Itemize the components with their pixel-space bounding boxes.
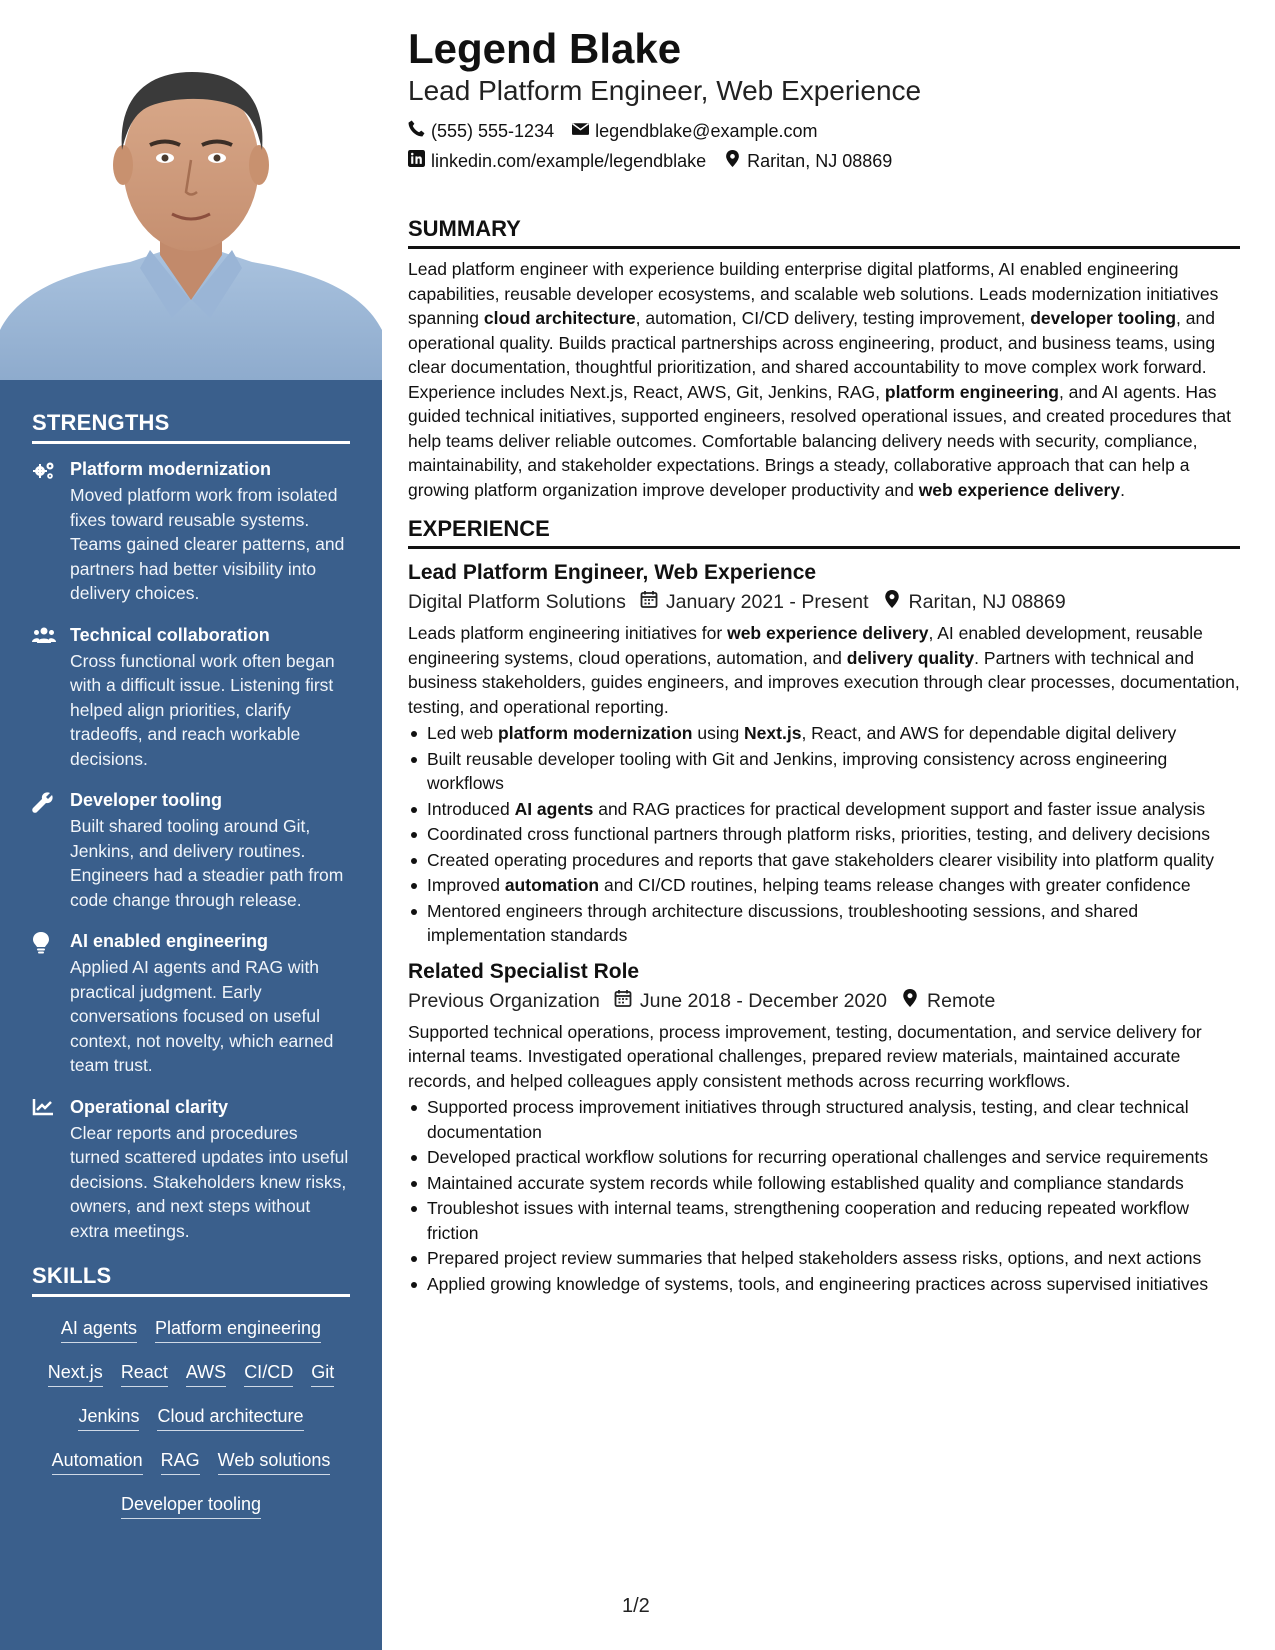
calendar-icon [640, 587, 658, 617]
bullet-item [408, 899, 1240, 948]
map-pin-icon [901, 986, 919, 1016]
skill-tag: Platform engineering [155, 1317, 321, 1343]
text-run: and CI/CD routines, helping teams release changes with greater confidence [599, 875, 1191, 895]
strength-item [32, 930, 350, 1078]
strength-description: Cross functional work often began with a difficult issue. Listening first helped align priorities, clarify tradeoffs, and reach workable decisions. [70, 650, 335, 769]
text-run: Mentored engineers through architecture discussions, troubleshooting sessions, and shared implementation standards [427, 900, 1139, 945]
text-run: Supported technical operations, process improvement, testing, documentation, and service delivery for internal teams. Investigated operational challenges, prepared review materials, maintained accurate records, and helped colleagues apply consistent methods across recurring workflows. [408, 1021, 1202, 1091]
bullet-item [408, 822, 1240, 847]
text-run: , automation, CI/CD delivery, testing improvement, [635, 308, 1031, 328]
skill-tag: Next.js [48, 1361, 103, 1387]
skill-tag: Git [311, 1361, 334, 1387]
skill-tag: AWS [186, 1361, 226, 1387]
text-run: Prepared project review summaries that helped stakeholders assess risks, options, and next actions [427, 1248, 1202, 1268]
bold-text: platform engineering [884, 381, 1059, 402]
contact-row [408, 116, 1240, 146]
summary-text [408, 257, 1240, 502]
strength-title: Platform modernization [70, 459, 272, 479]
chart-line-icon [32, 1096, 70, 1244]
bullet-item [408, 1272, 1240, 1297]
bold-text: cloud architecture [483, 308, 636, 328]
text-run: and RAG practices for practical development support and faster issue analysis [593, 798, 1206, 819]
job-entry [408, 559, 1240, 948]
text-run: using [692, 723, 745, 743]
job-title: Related Specialist Role [408, 959, 640, 983]
strength-item [32, 458, 350, 606]
bold-text: delivery quality [846, 647, 975, 668]
phone-icon [408, 116, 425, 146]
bullet-item [408, 721, 1240, 746]
job-entry [408, 958, 1240, 1297]
skill-tag: Jenkins [78, 1405, 139, 1431]
email-contact[interactable] [572, 116, 817, 146]
experience-list [408, 559, 1240, 1296]
linkedin-icon [408, 146, 425, 176]
strength-description: Built shared tooling around Git, Jenkins, and delivery routines. Engineers had a steadier path from code change through release. [70, 816, 344, 910]
job-dates-text: June 2018 - December 2020 [639, 989, 888, 1012]
job-meta [408, 587, 1240, 617]
sidebar [0, 0, 382, 1650]
bullet-item [408, 1171, 1240, 1196]
bold-text: Next.js [744, 723, 802, 743]
bold-text: platform modernization [498, 723, 693, 743]
skills-list [32, 1311, 350, 1519]
strength-item [32, 1096, 350, 1244]
text-run: Maintained accurate system records while following established quality and compliance standards [427, 1172, 1184, 1193]
strength-title: Technical collaboration [70, 624, 270, 645]
skill-tag: CI/CD [244, 1361, 293, 1387]
text-run: Improved [427, 875, 505, 895]
candidate-role: Lead Platform Engineer, Web Experience [408, 75, 922, 106]
map-pin-icon [724, 146, 741, 176]
calendar-icon [614, 986, 632, 1016]
job-dates [640, 587, 869, 617]
bullet-item [408, 873, 1240, 898]
bullet-item [408, 1145, 1240, 1170]
phone-text: (555) 555-1234 [431, 121, 555, 141]
candidate-name: Legend Blake [408, 25, 682, 72]
main-content [408, 24, 1240, 1297]
skill-tag: RAG [161, 1449, 200, 1475]
text-run: Leads platform engineering initiatives for [408, 623, 728, 643]
profile-photo [0, 0, 382, 380]
job-dates-text: January 2021 - Present [665, 591, 869, 613]
job-location [883, 587, 1066, 617]
text-run: Supported process improvement initiatives through structured analysis, testing, and clear technical documentation [427, 1097, 1189, 1142]
bullet-item [408, 1095, 1240, 1144]
text-run: Coordinated cross functional partners through platform risks, priorities, testing, and delivery decisions [427, 824, 1211, 844]
job-meta [408, 986, 1240, 1016]
job-location [901, 986, 995, 1016]
linkedin-text[interactable]: linkedin.com/example/legendblake [431, 151, 707, 171]
text-run: , React, and AWS for dependable digital delivery [801, 723, 1177, 743]
bold-text: AI agents [514, 798, 594, 819]
skill-tag: React [121, 1361, 168, 1387]
text-run: , and operational quality. Builds practical partnerships across engineering, product, and business teams, using clear documentation, thoughtful prioritization, and shared accountability to move complex work forward. Experience includes Next.js, React, AWS, Git, Jenkins, RAG, [408, 308, 1216, 402]
location-contact [724, 146, 892, 176]
text-run: Built reusable developer tooling with Git and Jenkins, improving consistency across engineering workflows [427, 748, 1168, 793]
summary-heading: SUMMARY [408, 216, 1240, 249]
strength-description: Moved platform work from isolated fixes toward reusable systems. Teams gained clearer patterns, and partners had better visibility into delivery choices. [70, 485, 345, 603]
envelope-icon [572, 116, 589, 146]
text-run: Troubleshot issues with internal teams, strengthening cooperation and reducing repeated workflow friction [427, 1198, 1190, 1243]
job-title: Lead Platform Engineer, Web Experience [408, 561, 817, 584]
strength-title: Operational clarity [70, 1096, 229, 1117]
job-description [408, 621, 1240, 719]
strength-item [32, 789, 350, 912]
company-name: Digital Platform Solutions [408, 591, 626, 613]
company-name: Previous Organization [408, 989, 600, 1012]
map-pin-icon [883, 587, 901, 617]
gears-icon [32, 458, 70, 606]
text-run: Led web [427, 723, 499, 743]
text-run: Created operating procedures and reports that gave stakeholders clearer visibility into platform quality [427, 849, 1214, 870]
linkedin-contact[interactable] [408, 146, 706, 176]
strength-title: Developer tooling [70, 790, 223, 810]
text-run: Lead platform engineer with experience building enterprise digital platforms, AI enabled engineering capabilities, reusable developer ecosystems, and scalable web solutions. Leads modernization initiatives spanning [408, 259, 1219, 328]
profile-photo-image [0, 0, 382, 380]
strength-item [32, 624, 350, 772]
text-run: Introduced [427, 798, 515, 819]
sidebar-content [32, 410, 350, 1537]
strength-title: AI enabled engineering [70, 931, 269, 951]
wrench-icon [32, 789, 70, 912]
strength-description: Clear reports and procedures turned scattered updates into useful decisions. Stakeholders knew risks, owners, and next steps without extra meetings. [70, 1122, 349, 1241]
skill-tag: Developer tooling [121, 1493, 261, 1519]
contact-row [408, 146, 1240, 176]
bullet-item [408, 797, 1240, 822]
skills-heading: SKILLS [32, 1263, 350, 1297]
skill-tag: Web solutions [218, 1449, 331, 1475]
bold-text: developer tooling [1030, 308, 1177, 328]
skill-tag: AI agents [61, 1317, 137, 1343]
email-text[interactable]: legendblake@example.com [595, 121, 818, 141]
strengths-heading: STRENGTHS [32, 410, 350, 444]
bold-text: web experience delivery [918, 479, 1121, 500]
location-text: Raritan, NJ 08869 [747, 151, 893, 171]
bullet-item [408, 848, 1240, 873]
bullet-item [408, 747, 1240, 796]
experience-heading: EXPERIENCE [408, 516, 1240, 549]
text-run: . [1120, 479, 1125, 500]
bullet-item [408, 1246, 1240, 1271]
text-run: , AI enabled development, reusable engineering systems, cloud operations, automation, and [408, 623, 1203, 668]
phone-contact [408, 116, 554, 146]
users-icon [32, 624, 70, 772]
page-number: 1/2 [622, 1595, 650, 1617]
strength-description: Applied AI agents and RAG with practical judgment. Early conversations focused on useful context, not novelty, which earned team trust. [70, 957, 334, 1075]
bold-text: web experience delivery [727, 623, 929, 643]
skill-tag: Automation [52, 1449, 143, 1475]
bold-text: automation [504, 875, 600, 895]
job-location-text: Raritan, NJ 08869 [908, 591, 1066, 613]
text-run: , and AI agents. Has guided technical initiatives, supported engineers, resolved operational issues, and created procedures that help teams deliver reliable outcomes. Comfortable balancing delivery needs with security, compliance, maintainability, and stakeholder expectations. Brings a steady, collaborative approach that can help a growing platform organization improve developer productivity and [408, 381, 1232, 500]
bullet-item [408, 1196, 1240, 1245]
job-bullets [408, 721, 1240, 948]
skill-tag: Cloud architecture [157, 1405, 303, 1431]
text-run: . Partners with technical and business stakeholders, guides engineers, and improves execution through clear processes, documentation, testing, and operational reporting. [408, 647, 1240, 717]
job-bullets [408, 1095, 1240, 1296]
lightbulb-icon [32, 930, 70, 1078]
job-location-text: Remote [927, 989, 996, 1012]
job-description [408, 1020, 1240, 1094]
text-run: Developed practical workflow solutions for recurring operational challenges and service requirements [427, 1147, 1209, 1167]
job-dates [614, 986, 887, 1016]
text-run: Applied growing knowledge of systems, tools, and engineering practices across supervised initiatives [427, 1273, 1209, 1294]
